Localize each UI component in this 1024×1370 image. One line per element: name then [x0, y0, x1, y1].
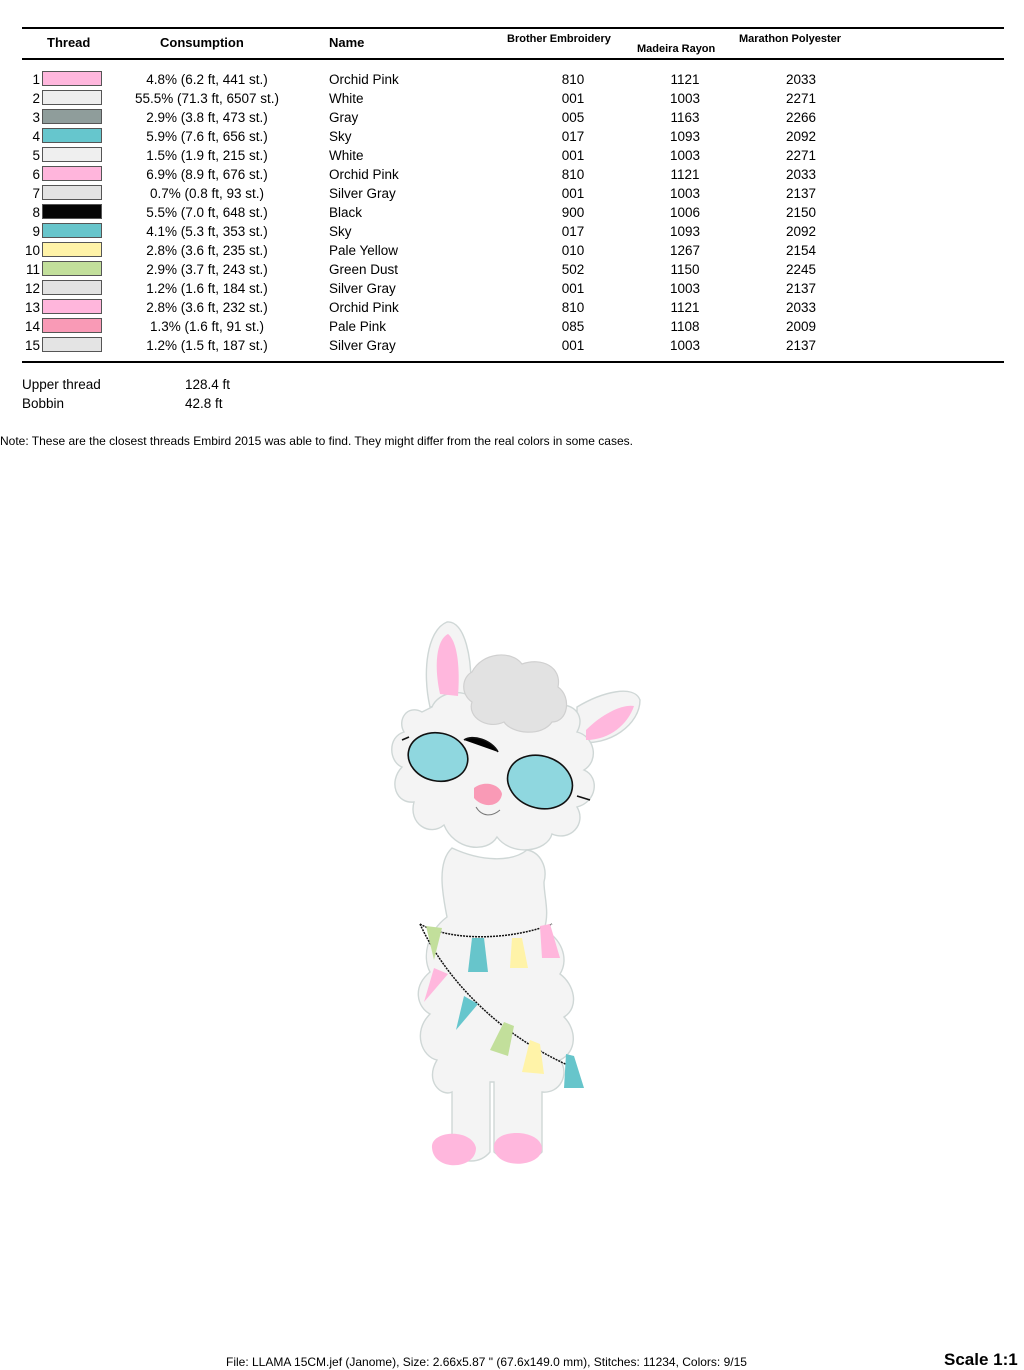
- bobbin-label: Bobbin: [22, 396, 65, 411]
- marathon-code: 2033: [785, 300, 817, 315]
- madeira-code: 1006: [669, 205, 701, 220]
- table-bottom-rule: [22, 361, 1004, 363]
- madeira-code: 1093: [669, 224, 701, 239]
- table-top-rule: [22, 27, 1004, 29]
- thread-row: [0, 89, 1024, 108]
- disclaimer-note: Note: These are the closest threads Embird 2015 was able to find. They might differ from the real colors in some cases.: [0, 434, 633, 448]
- madeira-code: 1003: [669, 186, 701, 201]
- madeira-code: 1121: [670, 72, 700, 87]
- thread-name: Black: [329, 205, 363, 220]
- thread-color-swatch: [42, 261, 102, 276]
- upper-thread-value: 128.4 ft: [185, 377, 231, 392]
- thread-number: 14: [24, 319, 40, 334]
- thread-row: [0, 108, 1024, 127]
- thread-row: [0, 70, 1024, 89]
- thread-row: [0, 165, 1024, 184]
- marathon-code: 2092: [785, 129, 817, 144]
- thread-consumption: 1.5% (1.9 ft, 215 st.): [146, 148, 268, 163]
- header-madeira: Madeira Rayon: [637, 43, 716, 55]
- thread-number: 4: [32, 129, 40, 144]
- brother-code: 001: [561, 91, 585, 106]
- thread-consumption: 1.2% (1.6 ft, 184 st.): [146, 281, 268, 296]
- thread-consumption: 0.7% (0.8 ft, 93 st.): [149, 186, 265, 201]
- thread-name: Sky: [329, 224, 352, 239]
- thread-row: [0, 127, 1024, 146]
- thread-name: Orchid Pink: [329, 167, 399, 182]
- thread-name: Silver Gray: [329, 338, 396, 353]
- brother-code: 001: [561, 281, 585, 296]
- thread-number: 2: [32, 91, 40, 106]
- madeira-code: 1003: [669, 281, 701, 296]
- thread-name: Pale Yellow: [329, 243, 399, 258]
- marathon-code: 2154: [785, 243, 817, 258]
- madeira-code: 1121: [670, 167, 700, 182]
- thread-number: 12: [24, 281, 40, 296]
- thread-name: White: [329, 148, 364, 163]
- thread-color-swatch: [42, 185, 102, 200]
- thread-number: 13: [24, 300, 40, 315]
- thread-name: Orchid Pink: [329, 72, 399, 87]
- thread-consumption: 2.8% (3.6 ft, 232 st.): [146, 300, 268, 315]
- marathon-code: 2245: [785, 262, 817, 277]
- thread-name: Green Dust: [329, 262, 399, 277]
- thread-row: [0, 260, 1024, 279]
- marathon-code: 2033: [785, 72, 817, 87]
- brother-code: 085: [561, 319, 585, 334]
- brother-code: 810: [561, 300, 585, 315]
- marathon-code: 2271: [785, 148, 817, 163]
- thread-number: 3: [32, 110, 40, 125]
- brother-code: 502: [561, 262, 585, 277]
- marathon-code: 2033: [785, 167, 817, 182]
- thread-color-swatch: [42, 109, 102, 124]
- thread-number: 5: [32, 148, 40, 163]
- thread-consumption: 2.9% (3.8 ft, 473 st.): [146, 110, 268, 125]
- thread-name: Orchid Pink: [329, 300, 399, 315]
- thread-consumption: 1.3% (1.6 ft, 91 st.): [149, 319, 265, 334]
- header-bottom-rule: [22, 58, 1004, 60]
- thread-table-body: [0, 70, 1024, 355]
- thread-color-swatch: [42, 166, 102, 181]
- thread-name: Gray: [329, 110, 359, 125]
- scale-label: Scale 1:1: [944, 1350, 1018, 1369]
- thread-row: [0, 279, 1024, 298]
- thread-color-swatch: [42, 318, 102, 333]
- madeira-code: 1003: [669, 148, 701, 163]
- madeira-code: 1163: [670, 110, 700, 125]
- thread-color-swatch: [42, 90, 102, 105]
- madeira-code: 1121: [670, 300, 700, 315]
- thread-color-swatch: [42, 128, 102, 143]
- thread-number: 7: [32, 186, 40, 201]
- thread-color-swatch: [42, 337, 102, 352]
- header-thread: Thread: [47, 35, 91, 50]
- thread-row: [0, 222, 1024, 241]
- thread-row: [0, 298, 1024, 317]
- thread-consumption: 2.9% (3.7 ft, 243 st.): [146, 262, 268, 277]
- brother-code: 017: [561, 129, 585, 144]
- thread-color-swatch: [42, 147, 102, 162]
- madeira-code: 1093: [669, 129, 701, 144]
- thread-row: [0, 241, 1024, 260]
- thread-number: 9: [32, 224, 40, 239]
- thread-row: [0, 317, 1024, 336]
- thread-consumption: 4.1% (5.3 ft, 353 st.): [146, 224, 268, 239]
- madeira-code: 1108: [670, 319, 700, 334]
- brother-code: 001: [561, 148, 585, 163]
- thread-consumption: 55.5% (71.3 ft, 6507 st.): [134, 91, 280, 106]
- bobbin-value: 42.8 ft: [185, 396, 223, 411]
- brother-code: 900: [561, 205, 585, 220]
- marathon-code: 2266: [785, 110, 817, 125]
- brother-code: 017: [561, 224, 585, 239]
- brother-code: 810: [561, 72, 585, 87]
- thread-color-swatch: [42, 299, 102, 314]
- thread-name: White: [329, 91, 364, 106]
- marathon-code: 2137: [785, 186, 817, 201]
- thread-color-swatch: [42, 223, 102, 238]
- thread-row: [0, 146, 1024, 165]
- thread-row: [0, 203, 1024, 222]
- thread-name: Silver Gray: [329, 186, 396, 201]
- madeira-code: 1267: [669, 243, 701, 258]
- thread-color-swatch: [42, 280, 102, 295]
- thread-name: Silver Gray: [329, 281, 396, 296]
- thread-color-swatch: [42, 204, 102, 219]
- thread-consumption: 2.8% (3.6 ft, 235 st.): [146, 243, 268, 258]
- marathon-code: 2137: [785, 338, 817, 353]
- madeira-code: 1003: [669, 338, 701, 353]
- brother-code: 001: [561, 338, 585, 353]
- brother-code: 010: [561, 243, 585, 258]
- brother-code: 810: [561, 167, 585, 182]
- brother-code: 005: [561, 110, 585, 125]
- file-info-footer: File: LLAMA 15CM.jef (Janome), Size: 2.66x5.87 " (67.6x149.0 mm), Stitches: 11234, Colors: 9/15: [226, 1355, 747, 1369]
- thread-color-swatch: [42, 242, 102, 257]
- header-brother: Brother Embroidery: [507, 33, 611, 45]
- marathon-code: 2092: [785, 224, 817, 239]
- header-name: Name: [329, 35, 365, 50]
- marathon-code: 2009: [785, 319, 817, 334]
- thread-name: Sky: [329, 129, 352, 144]
- brother-code: 001: [561, 186, 585, 201]
- thread-row: [0, 336, 1024, 355]
- madeira-code: 1003: [669, 91, 701, 106]
- thread-number: 1: [32, 72, 40, 87]
- header-consumption: Consumption: [160, 35, 244, 50]
- thread-consumption: 4.8% (6.2 ft, 441 st.): [146, 72, 268, 87]
- thread-consumption: 6.9% (8.9 ft, 676 st.): [146, 167, 268, 182]
- marathon-code: 2150: [785, 205, 817, 220]
- thread-number: 11: [25, 262, 40, 277]
- llama-design-preview: [372, 612, 652, 1192]
- header-marathon: Marathon Polyester: [739, 33, 842, 45]
- thread-number: 15: [24, 338, 40, 353]
- thread-number: 8: [32, 205, 40, 220]
- thread-consumption: 5.9% (7.6 ft, 656 st.): [146, 129, 268, 144]
- thread-color-swatch: [42, 71, 102, 86]
- thread-name: Pale Pink: [329, 319, 387, 334]
- thread-number: 6: [32, 167, 40, 182]
- thread-row: [0, 184, 1024, 203]
- thread-consumption: 1.2% (1.5 ft, 187 st.): [146, 338, 268, 353]
- madeira-code: 1150: [670, 262, 700, 277]
- thread-consumption: 5.5% (7.0 ft, 648 st.): [146, 205, 268, 220]
- upper-thread-label: Upper thread: [22, 377, 101, 392]
- marathon-code: 2271: [785, 91, 817, 106]
- marathon-code: 2137: [785, 281, 817, 296]
- thread-number: 10: [24, 243, 40, 258]
